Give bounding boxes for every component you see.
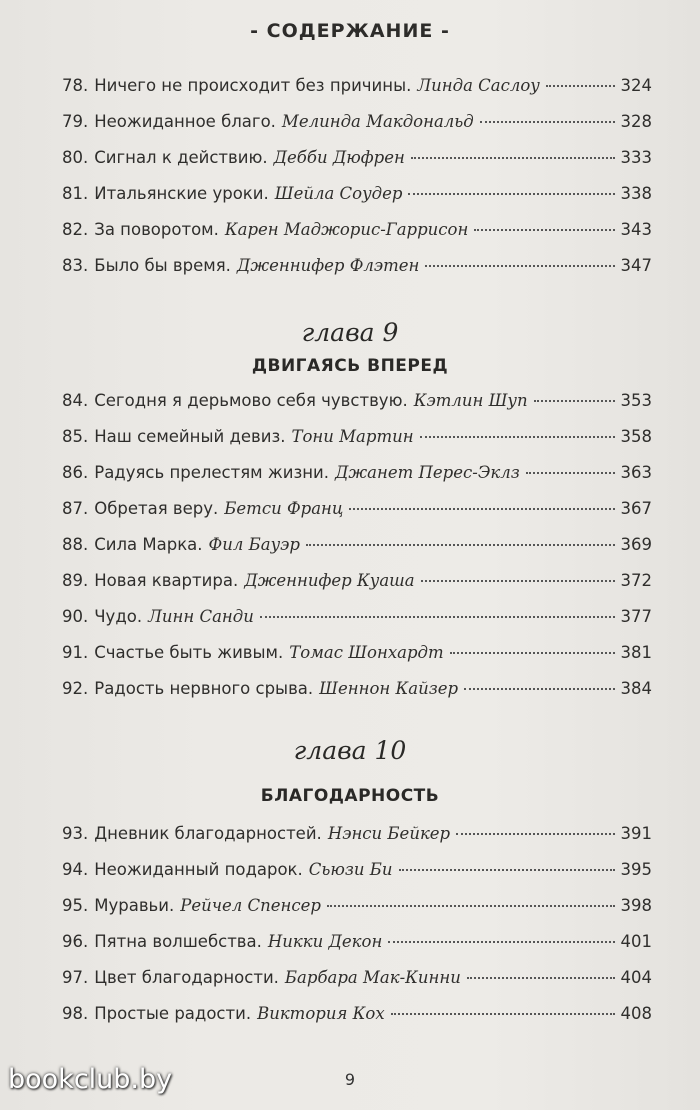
dot-leader [474, 229, 614, 231]
chapter-label: глава 9 [301, 318, 399, 347]
toc-entry [62, 427, 652, 463]
entry-author: Никки Декон [267, 932, 383, 951]
entry-author: Карен Маджорис-Гаррисон [224, 220, 469, 239]
toc-entry [62, 220, 652, 256]
entry-title: Чудо. [94, 607, 143, 626]
toc-entry [62, 184, 652, 220]
entry-title: Итальянские уроки. [94, 184, 269, 203]
dot-leader [411, 157, 615, 159]
entry-page: 347 [620, 256, 652, 275]
toc-entry [62, 824, 652, 860]
entry-page: 367 [620, 499, 652, 518]
entry-page: 369 [620, 535, 652, 554]
entry-number: 83. [62, 256, 89, 275]
entry-page: 408 [620, 1004, 652, 1023]
entry-page: 401 [620, 932, 652, 951]
entry-page: 338 [620, 184, 652, 203]
entry-page: 395 [620, 860, 652, 879]
entry-title: Неожиданное благо. [94, 112, 276, 131]
entry-author: Линн Санди [148, 607, 254, 626]
entry-page: 358 [620, 427, 652, 446]
entry-title: Сила Марка. [94, 535, 203, 554]
entry-title: Сигнал к действию. [94, 148, 268, 167]
toc-entry [62, 896, 652, 932]
entry-page: 377 [620, 607, 652, 626]
entry-title: Было бы время. [94, 256, 231, 275]
entry-page: 398 [620, 896, 652, 915]
toc-entry [62, 860, 652, 896]
entry-author: Рейчел Спенсер [180, 896, 321, 915]
entry-number: 85. [62, 427, 89, 446]
entry-title: Обретая веру. [94, 499, 219, 518]
page-number: 9 [344, 1070, 356, 1089]
dot-leader [480, 121, 615, 123]
toc-entry [62, 463, 652, 499]
entry-title: Простые радости. [94, 1004, 252, 1023]
toc-entry [62, 76, 652, 112]
toc-entry [62, 535, 652, 571]
entry-page: 384 [620, 679, 652, 698]
toc-entry [62, 932, 652, 968]
dot-leader [421, 580, 615, 582]
entry-number: 81. [62, 184, 89, 203]
entry-number: 79. [62, 112, 89, 131]
entry-title: Ничего не происходит без причины. [94, 76, 412, 95]
entry-author: Барбара Мак-Кинни [284, 968, 461, 987]
entry-author: Виктория Кох [257, 1004, 385, 1023]
entry-author: Дженнифер Флэтен [236, 256, 420, 275]
entry-author: Томас Шонхардт [289, 643, 444, 662]
chapter-label: глава 10 [293, 736, 407, 765]
entry-author: Нэнси Бейкер [327, 824, 451, 843]
dot-leader [467, 977, 615, 979]
entry-page: 328 [620, 112, 652, 131]
entry-number: 98. [62, 1004, 89, 1023]
dot-leader [526, 472, 615, 474]
entry-number: 96. [62, 932, 89, 951]
entry-author: Мелинда Макдональд [281, 112, 474, 131]
entry-number: 87. [62, 499, 89, 518]
entry-title: Пятна волшебства. [94, 932, 262, 951]
toc-entry [62, 1004, 652, 1040]
entry-title: Наш семейный девиз. [94, 427, 286, 446]
entry-number: 93. [62, 824, 89, 843]
dot-leader [260, 616, 615, 618]
entry-number: 78. [62, 76, 89, 95]
dot-leader [399, 869, 615, 871]
entry-title: Муравьи. [94, 896, 175, 915]
toc-entry [62, 571, 652, 607]
page-header: - СОДЕРЖАНИЕ - [250, 20, 450, 42]
entry-number: 92. [62, 679, 89, 698]
entry-author: Тони Мартин [291, 427, 414, 446]
entry-page: 363 [620, 463, 652, 482]
entry-page: 343 [620, 220, 652, 239]
entry-author: Дженнифер Куаша [244, 571, 415, 590]
toc-section-1 [62, 76, 652, 292]
entry-title: Счастье быть живым. [94, 643, 284, 662]
entry-page: 333 [620, 148, 652, 167]
toc-entry [62, 499, 652, 535]
dot-leader [456, 833, 614, 835]
entry-title: Дневник благодарностей. [94, 824, 322, 843]
dot-leader [408, 193, 614, 195]
entry-title: Сегодня я дерьмово себя чувствую. [94, 391, 408, 410]
toc-entry [62, 256, 652, 292]
entry-page: 372 [620, 571, 652, 590]
dot-leader [464, 688, 614, 690]
entry-title: Неожиданный подарок. [94, 860, 303, 879]
dot-leader [425, 265, 614, 267]
entry-number: 80. [62, 148, 89, 167]
entry-author: Шейла Соудер [274, 184, 403, 203]
entry-number: 89. [62, 571, 89, 590]
toc-entry [62, 112, 652, 148]
watermark: bookclub.by [8, 1064, 173, 1095]
entry-author: Линда Саслоу [417, 76, 540, 95]
entry-number: 86. [62, 463, 89, 482]
toc-entry [62, 968, 652, 1004]
toc-entry [62, 679, 652, 715]
entry-page: 404 [620, 968, 652, 987]
chapter-title: ДВИГАЯСЬ ВПЕРЕД [251, 356, 449, 376]
dot-leader [388, 941, 614, 943]
entry-title: Цвет благодарности. [94, 968, 279, 987]
dot-leader [306, 544, 615, 546]
dot-leader [450, 652, 615, 654]
entry-number: 84. [62, 391, 89, 410]
entry-author: Бетси Франц [224, 499, 344, 518]
entry-number: 91. [62, 643, 89, 662]
entry-page: 381 [620, 643, 652, 662]
dot-leader [534, 400, 615, 402]
entry-number: 97. [62, 968, 89, 987]
entry-number: 82. [62, 220, 89, 239]
entry-page: 391 [620, 824, 652, 843]
entry-author: Фил Бауэр [208, 535, 300, 554]
chapter-title: БЛАГОДАРНОСТЬ [260, 786, 440, 806]
entry-number: 95. [62, 896, 89, 915]
toc-entry [62, 148, 652, 184]
entry-author: Дебби Дюфрен [273, 148, 405, 167]
dot-leader [327, 905, 615, 907]
entry-title: Новая квартира. [94, 571, 239, 590]
dot-leader [420, 436, 615, 438]
entry-number: 90. [62, 607, 89, 626]
entry-author: Шеннон Кайзер [319, 679, 459, 698]
entry-page: 324 [620, 76, 652, 95]
dot-leader [391, 1013, 615, 1015]
toc-section-2 [62, 391, 652, 715]
entry-page: 353 [620, 391, 652, 410]
entry-number: 88. [62, 535, 89, 554]
toc-entry [62, 391, 652, 427]
entry-title: Радуясь прелестям жизни. [94, 463, 329, 482]
entry-number: 94. [62, 860, 89, 879]
entry-title: За поворотом. [94, 220, 219, 239]
toc-entry [62, 643, 652, 679]
dot-leader [349, 508, 614, 510]
entry-title: Радость нервного срыва. [94, 679, 314, 698]
entry-author: Джанет Перес-Эклз [334, 463, 520, 482]
toc-section-3 [62, 824, 652, 1040]
entry-author: Кэтлин Шуп [413, 391, 528, 410]
entry-author: Сьюзи Би [308, 860, 393, 879]
dot-leader [546, 85, 615, 87]
toc-entry [62, 607, 652, 643]
